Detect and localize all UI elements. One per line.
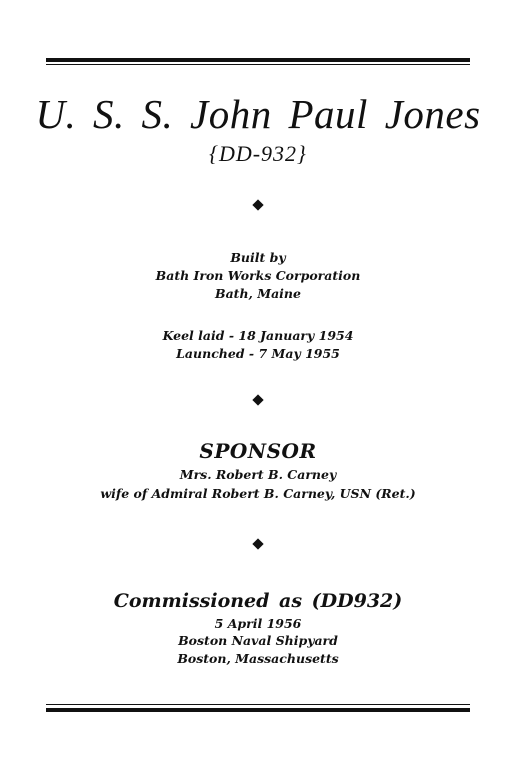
commission-shipyard: Boston Naval Shipyard [178, 633, 338, 648]
top-rule-thin [46, 64, 470, 65]
top-rule-thick [46, 58, 470, 62]
builder-location: Bath, Maine [215, 286, 301, 301]
diamond-ornament [252, 394, 263, 405]
sponsor-name: Mrs. Robert B. Carney [179, 467, 337, 482]
hull-number: {DD-932} [209, 141, 307, 166]
sponsor-relation: wife of Admiral Robert B. Carney, USN (Ret.) [100, 486, 416, 501]
diamond-ornament [252, 538, 263, 549]
diamond-ornament [252, 199, 263, 210]
launched-date: Launched - 7 May 1955 [176, 346, 340, 361]
ship-title: U. S. S. John Paul Jones [35, 91, 481, 137]
keel-laid-date: Keel laid - 18 January 1954 [162, 328, 354, 343]
built-by-label: Built by [230, 250, 286, 265]
bottom-rule-thick [46, 708, 470, 712]
commissioned-heading: Commissioned as (DD932) [113, 590, 403, 612]
bottom-rule-thin [46, 704, 470, 705]
builder-company: Bath Iron Works Corporation [155, 268, 361, 283]
commission-city: Boston, Massachusetts [177, 651, 339, 666]
commission-date: 5 April 1956 [214, 616, 302, 631]
sponsor-heading: SPONSOR [199, 439, 317, 463]
